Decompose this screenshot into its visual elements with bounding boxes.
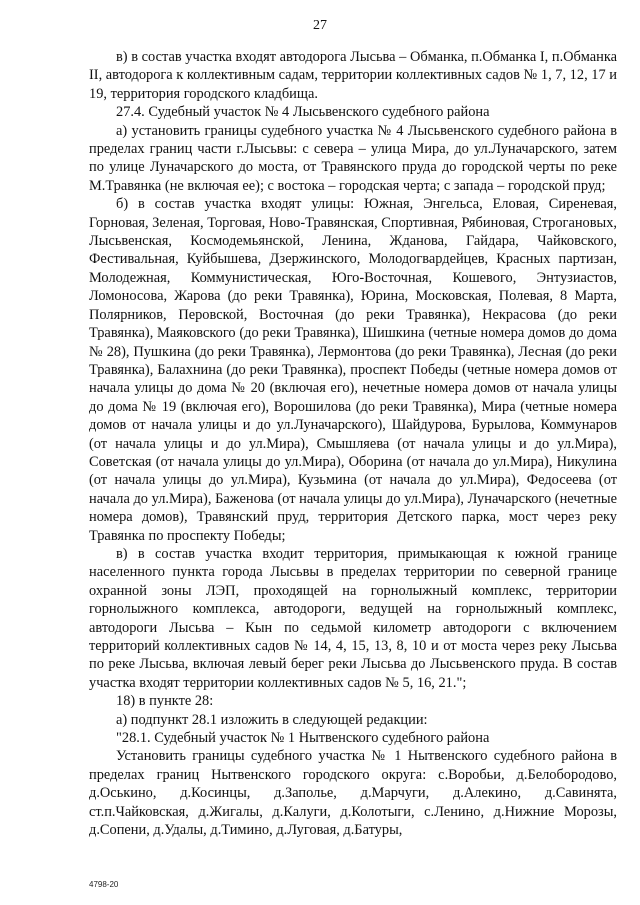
paragraph-subitem-a: а) подпункт 28.1 изложить в следующей редакции: <box>116 711 428 728</box>
footer-document-code: 4798-20 <box>89 880 119 889</box>
paragraph-a-boundaries: а) установить границы судебного участка № 4 Лысьвенского судебного района в пределах границ части г.Лысьвы: с севера – улица Мира, до ул.Луначарского, затем по улице Луначарского до моста, от Травянского пруда до городской черты по реке М.Травянка (не включая ее); с востока – городская черта; с запада – городской пруд; <box>89 122 617 194</box>
paragraph-item-18: 18) в пункте 28: <box>116 693 214 710</box>
paragraph-section-heading-27-4: 27.4. Судебный участок № 4 Лысьвенского судебного района <box>116 104 490 121</box>
document-body <box>89 48 617 839</box>
paragraph-v-cemetery: в) в состав участка входят автодорога Лысьва – Обманка, п.Обманка I, п.Обманка II, автодорога к коллективным садам, территории коллективных садов № 1, 7, 12, 17 и 19, территория городского кладбища. <box>89 49 617 102</box>
paragraph-b-streets: б) в состав участка входят улицы: Южная, Энгельса, Еловая, Сиреневая, Горновая, Зеленая, Торговая, Ново-Травянская, Спортивная, Рябиновая, Строгановых, Лысьвенская, Космодемьянской, Ленина, Жданова, Гайдара, Чайковского, Фестивальная, Куйбышева, Дзержинского, Молодогвардейцев, Красных партизан, Молодежная, Коммунистическая, Юго-Восточная, Кошевого, Энтузиастов, Ломоносова, Жарова (до реки Травянка), Юрина, Московская, Полевая, 8 Марта, Полярников, Перовской, Восточная (до реки Травянка), Некрасова (до реки Травянка), Маяковского (до реки Травянка), Шишкина (четные номера домов до дома № 28), Пушкина (до реки Травянка), Лермонтова (до реки Травянка), Лесная (до реки Травянка), Балахнина (до реки Травянка), проспект Победы (четные номера домов от начала улицы до дома № 20 (включая его), нечетные номера домов от начала улицы до дома № 19 (включая его), Ворошилова (до реки Травянка), Мира (четные номера домов от начала улицы и до ул.Луначарского), Шайдурова, Бурылова, Коммунаров (от начала улицы и до ул.Мира), Смышляева (от начала улицы и до ул.Мира), Советская (от начала улицы до ул.Мира), Оборина (от начала до ул.Мира), Никулина (от начала улицы до ул.Мира), Кузьмина (от начала до ул.Мира), Федосеева (от начала до ул.Мира), Баженова (от начала улицы до ул.Мира), Луначарского (нечетные номера домов), Травянский пруд, территория Детского парка, мост через реку Травянка по проспекту Победы; <box>89 196 617 544</box>
paragraph-v-territory: в) в состав участка входит территория, примыкающая к южной границе населенного пункта города Лысьвы в пределах территории по северной границе охранной зоны ЛЭП, проходящей на горнолыжный комплекс, территории горнолыжного комплекса, автодороги, ведущей на горнолыжный комплекс, автодороги Лысьва – Кын по седьмой километр автодороги с включением территорий коллективных садов № 14, 4, 15, 13, 8, 10 и от моста через реку Лысьва по реке Лысьва, включая левый берег реки Лысьва до Лысьвенского пруда. В состав участка входят территории коллективных садов № 5, 16, 21."; <box>89 545 617 691</box>
paragraph-section-heading-28-1: "28.1. Судебный участок № 1 Нытвенского судебного района <box>116 730 490 747</box>
page-number: 27 <box>313 18 327 33</box>
paragraph-nytva-boundaries: Установить границы судебного участка № 1 Нытвенского судебного района в пределах границ Нытвенского городского округа: с.Воробьи, д.Белобородово, д.Оськино, д.Косинцы, д.Заполье, д.Марчуги, д.Алекино, д.Савинята, ст.п.Чайковская, д.Жигалы, д.Калуги, д.Колотыги, с.Ленино, д.Нижние Морозы, д.Сопени, д.Удалы, д.Тимино, д.Луговая, д.Батуры, <box>89 748 617 839</box>
